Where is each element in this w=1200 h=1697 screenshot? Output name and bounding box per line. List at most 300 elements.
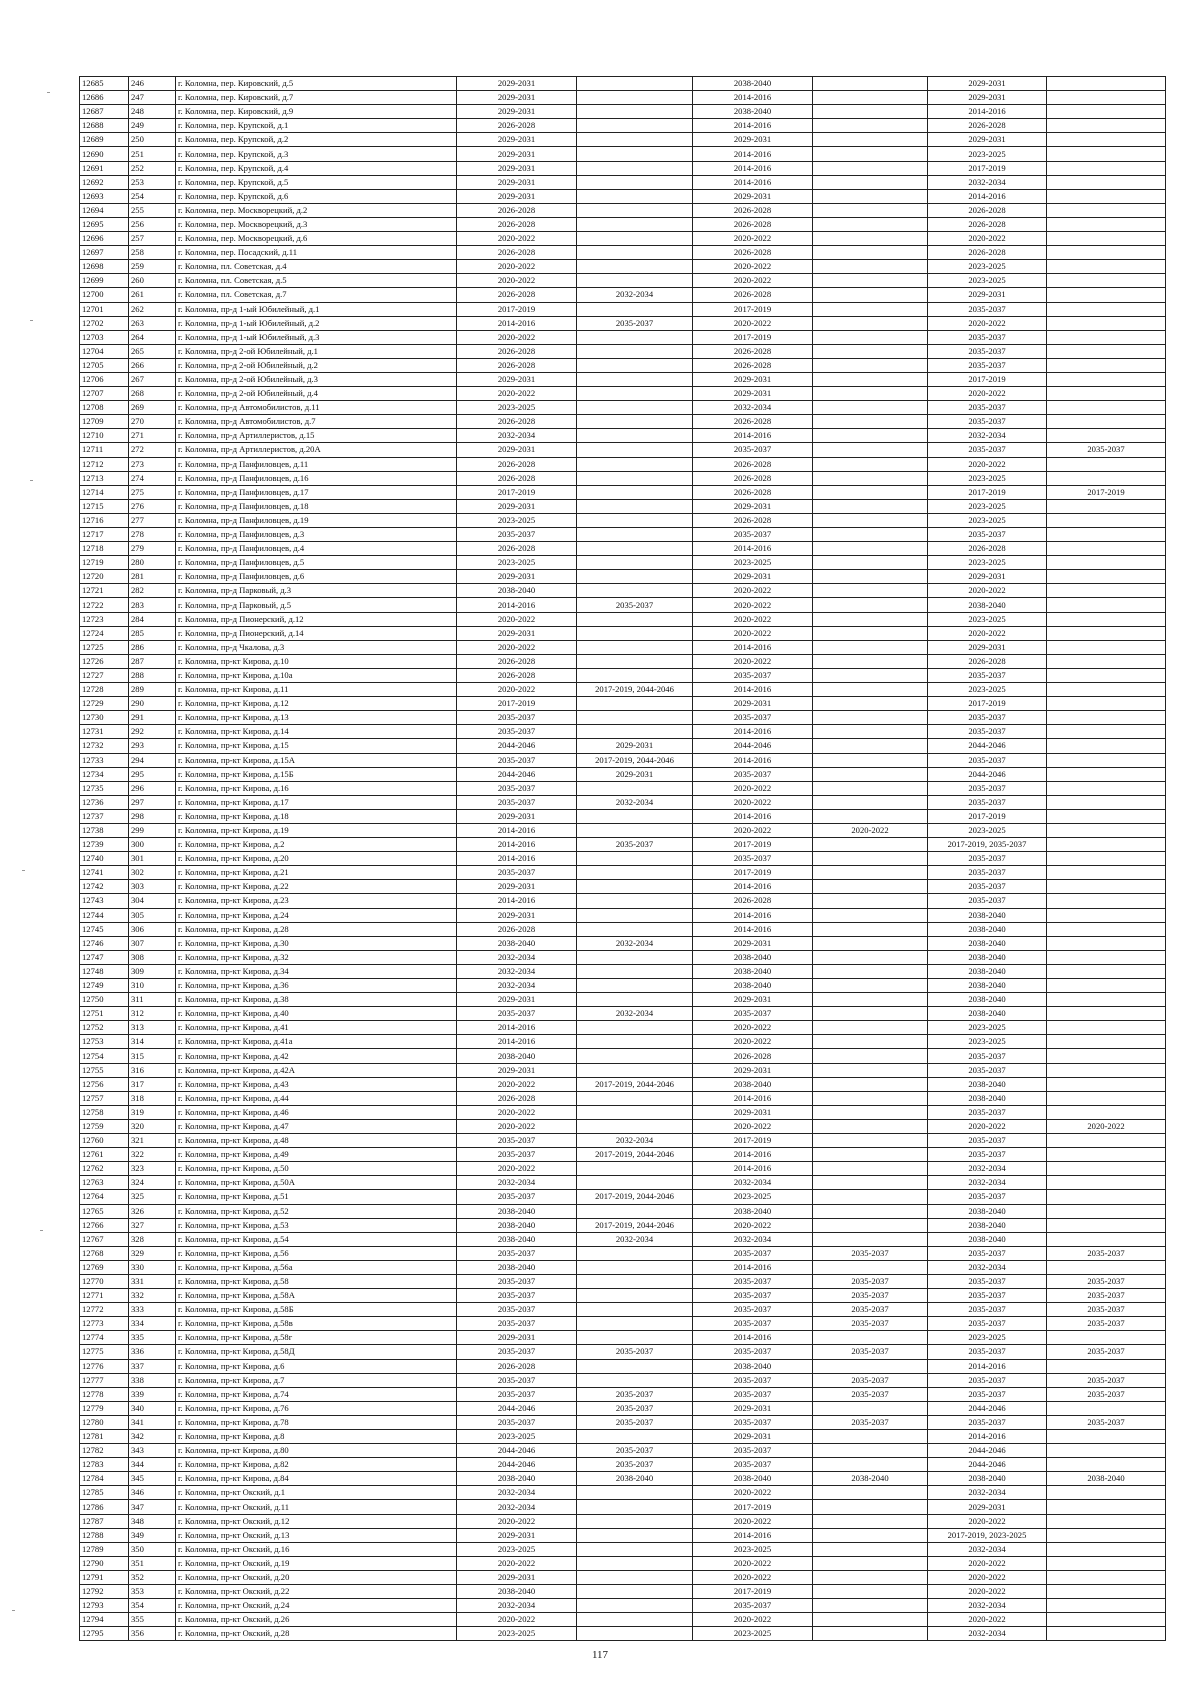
cell-period-a: 2026-2028 [457,668,577,682]
cell-address: г. Коломна, пр-д Автомобилистов, д.11 [176,401,457,415]
cell-period-f [1047,1528,1166,1542]
cell-period-a: 2029-2031 [457,91,577,105]
scan-speck [22,870,25,871]
cell-address: г. Коломна, пр-кт Кирова, д.82 [176,1458,457,1472]
cell-period-b [577,654,693,668]
cell-period-d [813,1359,928,1373]
cell-period-a: 2035-2037 [457,1246,577,1260]
cell-period-c: 2014-2016 [693,161,813,175]
cell-period-c: 2029-2031 [693,1063,813,1077]
cell-period-e: 2026-2028 [928,217,1047,231]
cell-record-id: 12766 [80,1218,129,1232]
table-row [80,993,1166,1007]
cell-period-c: 2014-2016 [693,1162,813,1176]
cell-period-e: 2029-2031 [928,133,1047,147]
cell-period-c: 2020-2022 [693,781,813,795]
cell-row-number: 284 [129,612,176,626]
cell-period-c: 2038-2040 [693,950,813,964]
cell-row-number: 335 [129,1331,176,1345]
cell-record-id: 12786 [80,1500,129,1514]
cell-period-b: 2029-2031 [577,739,693,753]
cell-period-e: 2023-2025 [928,612,1047,626]
cell-address: г. Коломна, пр-кт Кирова, д.11 [176,683,457,697]
cell-period-f [1047,457,1166,471]
cell-period-d [813,767,928,781]
table-row [80,1444,1166,1458]
cell-row-number: 326 [129,1204,176,1218]
cell-address: г. Коломна, пр-кт Кирова, д.58А [176,1289,457,1303]
cell-period-f [1047,1585,1166,1599]
cell-period-d [813,1500,928,1514]
cell-period-b [577,711,693,725]
cell-address: г. Коломна, пр-д 1-ый Юбилейный, д.3 [176,330,457,344]
cell-period-a: 2026-2028 [457,119,577,133]
cell-address: г. Коломна, пр-кт Кирова, д.49 [176,1148,457,1162]
cell-address: г. Коломна, пр-кт Кирова, д.43 [176,1077,457,1091]
table-row [80,429,1166,443]
cell-period-d [813,1035,928,1049]
cell-period-b: 2038-2040 [577,1472,693,1486]
cell-period-c: 2014-2016 [693,880,813,894]
cell-period-f [1047,1613,1166,1627]
cell-period-c: 2014-2016 [693,1331,813,1345]
cell-period-b [577,415,693,429]
cell-period-c: 2026-2028 [693,1049,813,1063]
cell-row-number: 334 [129,1317,176,1331]
cell-period-c: 2035-2037 [693,767,813,781]
cell-row-number: 255 [129,203,176,217]
cell-record-id: 12770 [80,1274,129,1288]
cell-row-number: 283 [129,598,176,612]
cell-period-d [813,1430,928,1444]
cell-row-number: 299 [129,823,176,837]
table-row [80,133,1166,147]
cell-period-b [577,147,693,161]
cell-row-number: 263 [129,316,176,330]
cell-period-e: 2035-2037 [928,781,1047,795]
cell-period-d: 2035-2037 [813,1246,928,1260]
cell-period-c: 2032-2034 [693,401,813,415]
cell-record-id: 12695 [80,217,129,231]
cell-period-c: 2026-2028 [693,485,813,499]
table-row [80,1246,1166,1260]
cell-period-b: 2032-2034 [577,1232,693,1246]
cell-period-f [1047,852,1166,866]
cell-period-e: 2020-2022 [928,1570,1047,1584]
cell-period-e: 2020-2022 [928,1556,1047,1570]
cell-row-number: 333 [129,1303,176,1317]
cell-row-number: 305 [129,908,176,922]
cell-period-c: 2014-2016 [693,119,813,133]
cell-period-e: 2023-2025 [928,471,1047,485]
cell-record-id: 12750 [80,993,129,1007]
cell-period-b: 2035-2037 [577,1401,693,1415]
cell-record-id: 12730 [80,711,129,725]
cell-period-f [1047,401,1166,415]
cell-period-b [577,1162,693,1176]
cell-period-e: 2020-2022 [928,387,1047,401]
cell-period-b [577,274,693,288]
cell-period-f [1047,711,1166,725]
cell-row-number: 307 [129,936,176,950]
cell-record-id: 12729 [80,697,129,711]
cell-period-b [577,457,693,471]
cell-period-d [813,1148,928,1162]
cell-record-id: 12785 [80,1486,129,1500]
cell-period-e: 2032-2034 [928,1486,1047,1500]
cell-period-a: 2035-2037 [457,1274,577,1288]
cell-period-a: 2026-2028 [457,203,577,217]
cell-period-f: 2035-2037 [1047,1274,1166,1288]
cell-period-e: 2017-2019 [928,161,1047,175]
cell-period-c: 2020-2022 [693,1570,813,1584]
cell-period-d [813,993,928,1007]
cell-record-id: 12761 [80,1148,129,1162]
cell-period-b [577,725,693,739]
cell-record-id: 12794 [80,1613,129,1627]
cell-period-c: 2014-2016 [693,1260,813,1274]
cell-record-id: 12718 [80,542,129,556]
cell-period-b [577,246,693,260]
table-row [80,91,1166,105]
table-row [80,542,1166,556]
cell-record-id: 12769 [80,1260,129,1274]
cell-period-a: 2029-2031 [457,1528,577,1542]
cell-period-b [577,344,693,358]
cell-period-e: 2035-2037 [928,358,1047,372]
cell-period-e: 2032-2034 [928,1162,1047,1176]
cell-period-c: 2020-2022 [693,1486,813,1500]
table-row [80,739,1166,753]
cell-address: г. Коломна, пр-кт Кирова, д.15Б [176,767,457,781]
cell-period-f [1047,1542,1166,1556]
table-row [80,302,1166,316]
cell-period-d [813,668,928,682]
cell-row-number: 264 [129,330,176,344]
cell-period-b [577,1514,693,1528]
cell-period-e: 2035-2037 [928,1303,1047,1317]
cell-period-d [813,542,928,556]
cell-period-e: 2035-2037 [928,401,1047,415]
cell-period-f [1047,119,1166,133]
cell-period-a: 2029-2031 [457,372,577,386]
cell-period-d: 2035-2037 [813,1317,928,1331]
cell-period-d [813,513,928,527]
cell-period-b: 2017-2019, 2044-2046 [577,1148,693,1162]
cell-period-c: 2035-2037 [693,443,813,457]
cell-record-id: 12688 [80,119,129,133]
table-row [80,668,1166,682]
cell-period-b: 2032-2034 [577,795,693,809]
cell-period-f [1047,894,1166,908]
cell-row-number: 353 [129,1585,176,1599]
cell-period-b [577,1289,693,1303]
table-row [80,1570,1166,1584]
cell-period-f [1047,246,1166,260]
cell-period-d [813,316,928,330]
cell-period-f [1047,330,1166,344]
cell-period-c: 2014-2016 [693,1091,813,1105]
cell-period-f [1047,1500,1166,1514]
cell-period-f [1047,513,1166,527]
cell-period-e: 2032-2034 [928,1542,1047,1556]
cell-period-d [813,133,928,147]
cell-period-b: 2032-2034 [577,288,693,302]
cell-period-d [813,1105,928,1119]
cell-row-number: 327 [129,1218,176,1232]
cell-address: г. Коломна, пр-д Панфиловцев, д.19 [176,513,457,527]
cell-address: г. Коломна, пр-кт Кирова, д.74 [176,1387,457,1401]
cell-row-number: 259 [129,260,176,274]
cell-period-c: 2035-2037 [693,528,813,542]
cell-period-f [1047,1148,1166,1162]
cell-period-e: 2038-2040 [928,598,1047,612]
cell-period-c: 2014-2016 [693,1148,813,1162]
cell-period-e: 2035-2037 [928,1190,1047,1204]
cell-period-f [1047,1486,1166,1500]
cell-period-c: 2038-2040 [693,105,813,119]
table-row [80,1077,1166,1091]
table-row [80,570,1166,584]
cell-record-id: 12689 [80,133,129,147]
cell-period-a: 2029-2031 [457,908,577,922]
cell-period-a: 2044-2046 [457,767,577,781]
cell-address: г. Коломна, пр-кт Кирова, д.58в [176,1317,457,1331]
cell-address: г. Коломна, пр-д 2-ой Юбилейный, д.3 [176,372,457,386]
cell-period-f [1047,161,1166,175]
cell-record-id: 12704 [80,344,129,358]
cell-address: г. Коломна, пр-д Пионерский, д.14 [176,626,457,640]
cell-record-id: 12758 [80,1105,129,1119]
cell-row-number: 251 [129,147,176,161]
cell-period-f [1047,936,1166,950]
cell-record-id: 12726 [80,654,129,668]
table-row [80,1007,1166,1021]
cell-address: г. Коломна, пр-д 2-ой Юбилейный, д.2 [176,358,457,372]
cell-record-id: 12778 [80,1387,129,1401]
cell-period-a: 2026-2028 [457,457,577,471]
cell-row-number: 246 [129,77,176,91]
cell-address: г. Коломна, пр-кт Кирова, д.20 [176,852,457,866]
cell-period-b: 2035-2037 [577,316,693,330]
cell-row-number: 258 [129,246,176,260]
cell-period-b [577,612,693,626]
cell-period-d [813,499,928,513]
cell-row-number: 349 [129,1528,176,1542]
cell-period-a: 2038-2040 [457,1585,577,1599]
cell-period-e: 2017-2019, 2035-2037 [928,838,1047,852]
cell-period-a: 2014-2016 [457,1021,577,1035]
cell-period-f [1047,105,1166,119]
cell-period-a: 2029-2031 [457,189,577,203]
cell-period-f [1047,1556,1166,1570]
cell-period-f [1047,1077,1166,1091]
cell-period-e: 2035-2037 [928,1134,1047,1148]
cell-record-id: 12721 [80,584,129,598]
table-row [80,1613,1166,1627]
cell-period-d [813,161,928,175]
table-row [80,626,1166,640]
cell-period-c: 2044-2046 [693,739,813,753]
cell-period-e: 2038-2040 [928,1472,1047,1486]
cell-period-b [577,964,693,978]
cell-period-d [813,105,928,119]
table-row [80,1063,1166,1077]
cell-row-number: 274 [129,471,176,485]
cell-period-e: 2014-2016 [928,1359,1047,1373]
cell-period-e: 2029-2031 [928,1500,1047,1514]
table-row [80,908,1166,922]
cell-period-c: 2038-2040 [693,1204,813,1218]
cell-period-f [1047,1401,1166,1415]
cell-period-c: 2020-2022 [693,274,813,288]
cell-address: г. Коломна, пр-кт Кирова, д.14 [176,725,457,739]
cell-record-id: 12696 [80,232,129,246]
cell-address: г. Коломна, пр-д 1-ый Юбилейный, д.1 [176,302,457,316]
cell-address: г. Коломна, пр-кт Кирова, д.50 [176,1162,457,1176]
table-row [80,288,1166,302]
cell-period-a: 2020-2022 [457,260,577,274]
cell-row-number: 313 [129,1021,176,1035]
cell-period-a: 2035-2037 [457,1289,577,1303]
cell-period-b [577,1430,693,1444]
cell-period-c: 2020-2022 [693,316,813,330]
cell-period-c: 2038-2040 [693,1472,813,1486]
cell-row-number: 271 [129,429,176,443]
cell-record-id: 12728 [80,683,129,697]
cell-period-d [813,1007,928,1021]
cell-period-b [577,1063,693,1077]
cell-period-e: 2035-2037 [928,725,1047,739]
cell-period-f [1047,697,1166,711]
cell-period-b [577,1528,693,1542]
cell-row-number: 297 [129,795,176,809]
cell-period-f [1047,1627,1166,1641]
cell-address: г. Коломна, пр-д Панфиловцев, д.11 [176,457,457,471]
table-row [80,77,1166,91]
scan-speck [47,92,50,93]
cell-record-id: 12692 [80,175,129,189]
cell-period-e: 2017-2019 [928,372,1047,386]
table-row [80,922,1166,936]
cell-address: г. Коломна, пр-кт Кирова, д.52 [176,1204,457,1218]
cell-period-b [577,217,693,231]
table-row [80,781,1166,795]
cell-record-id: 12686 [80,91,129,105]
cell-row-number: 247 [129,91,176,105]
cell-record-id: 12781 [80,1430,129,1444]
cell-address: г. Коломна, пр-д Чкалова, д.3 [176,640,457,654]
cell-period-d [813,1077,928,1091]
cell-period-d [813,217,928,231]
cell-address: г. Коломна, пр-кт Окский, д.22 [176,1585,457,1599]
cell-period-e: 2038-2040 [928,964,1047,978]
cell-period-f [1047,570,1166,584]
table-body [80,77,1166,1641]
cell-address: г. Коломна, пер. Крупской, д.3 [176,147,457,161]
cell-period-e: 2029-2031 [928,77,1047,91]
cell-period-c: 2026-2028 [693,471,813,485]
cell-period-b [577,1585,693,1599]
cell-period-d [813,1260,928,1274]
table-row [80,1162,1166,1176]
cell-period-b: 2017-2019, 2044-2046 [577,1190,693,1204]
table-row [80,246,1166,260]
cell-period-a: 2038-2040 [457,1218,577,1232]
cell-period-c: 2020-2022 [693,626,813,640]
cell-period-b [577,640,693,654]
cell-record-id: 12698 [80,260,129,274]
cell-record-id: 12714 [80,485,129,499]
table-row [80,1345,1166,1359]
table-row [80,1359,1166,1373]
cell-record-id: 12768 [80,1246,129,1260]
cell-record-id: 12737 [80,809,129,823]
cell-period-e: 2023-2025 [928,513,1047,527]
cell-period-d [813,1190,928,1204]
cell-address: г. Коломна, пер. Кировский, д.7 [176,91,457,105]
cell-period-d [813,880,928,894]
cell-period-f [1047,993,1166,1007]
cell-address: г. Коломна, пр-кт Кирова, д.13 [176,711,457,725]
cell-period-d [813,654,928,668]
cell-period-e: 2035-2037 [928,1345,1047,1359]
cell-address: г. Коломна, пр-кт Кирова, д.41а [176,1035,457,1049]
cell-record-id: 12738 [80,823,129,837]
cell-period-d [813,175,928,189]
cell-period-d [813,457,928,471]
cell-period-f [1047,612,1166,626]
table-row [80,979,1166,993]
cell-period-e: 2035-2037 [928,1105,1047,1119]
cell-period-c: 2035-2037 [693,1415,813,1429]
cell-record-id: 12780 [80,1415,129,1429]
cell-period-f [1047,358,1166,372]
cell-period-e: 2044-2046 [928,739,1047,753]
cell-row-number: 265 [129,344,176,358]
cell-period-d [813,908,928,922]
cell-period-b [577,894,693,908]
cell-period-c: 2035-2037 [693,1444,813,1458]
table-row [80,1218,1166,1232]
cell-period-e: 2035-2037 [928,528,1047,542]
cell-period-a: 2035-2037 [457,781,577,795]
cell-row-number: 268 [129,387,176,401]
cell-period-b: 2017-2019, 2044-2046 [577,683,693,697]
cell-period-c: 2014-2016 [693,922,813,936]
cell-period-e: 2026-2028 [928,654,1047,668]
cell-address: г. Коломна, пр-д Артиллеристов, д.15 [176,429,457,443]
cell-period-e: 2035-2037 [928,443,1047,457]
cell-period-e: 2020-2022 [928,457,1047,471]
cell-row-number: 300 [129,838,176,852]
cell-period-a: 2029-2031 [457,105,577,119]
cell-row-number: 290 [129,697,176,711]
cell-record-id: 12783 [80,1458,129,1472]
cell-record-id: 12694 [80,203,129,217]
cell-period-d [813,358,928,372]
cell-period-c: 2026-2028 [693,894,813,908]
cell-period-f [1047,316,1166,330]
cell-record-id: 12706 [80,372,129,386]
cell-row-number: 269 [129,401,176,415]
cell-period-e: 2023-2025 [928,1035,1047,1049]
cell-period-b: 2032-2034 [577,936,693,950]
cell-record-id: 12703 [80,330,129,344]
cell-address: г. Коломна, пер. Кировский, д.9 [176,105,457,119]
cell-record-id: 12690 [80,147,129,161]
cell-period-a: 2035-2037 [457,1303,577,1317]
